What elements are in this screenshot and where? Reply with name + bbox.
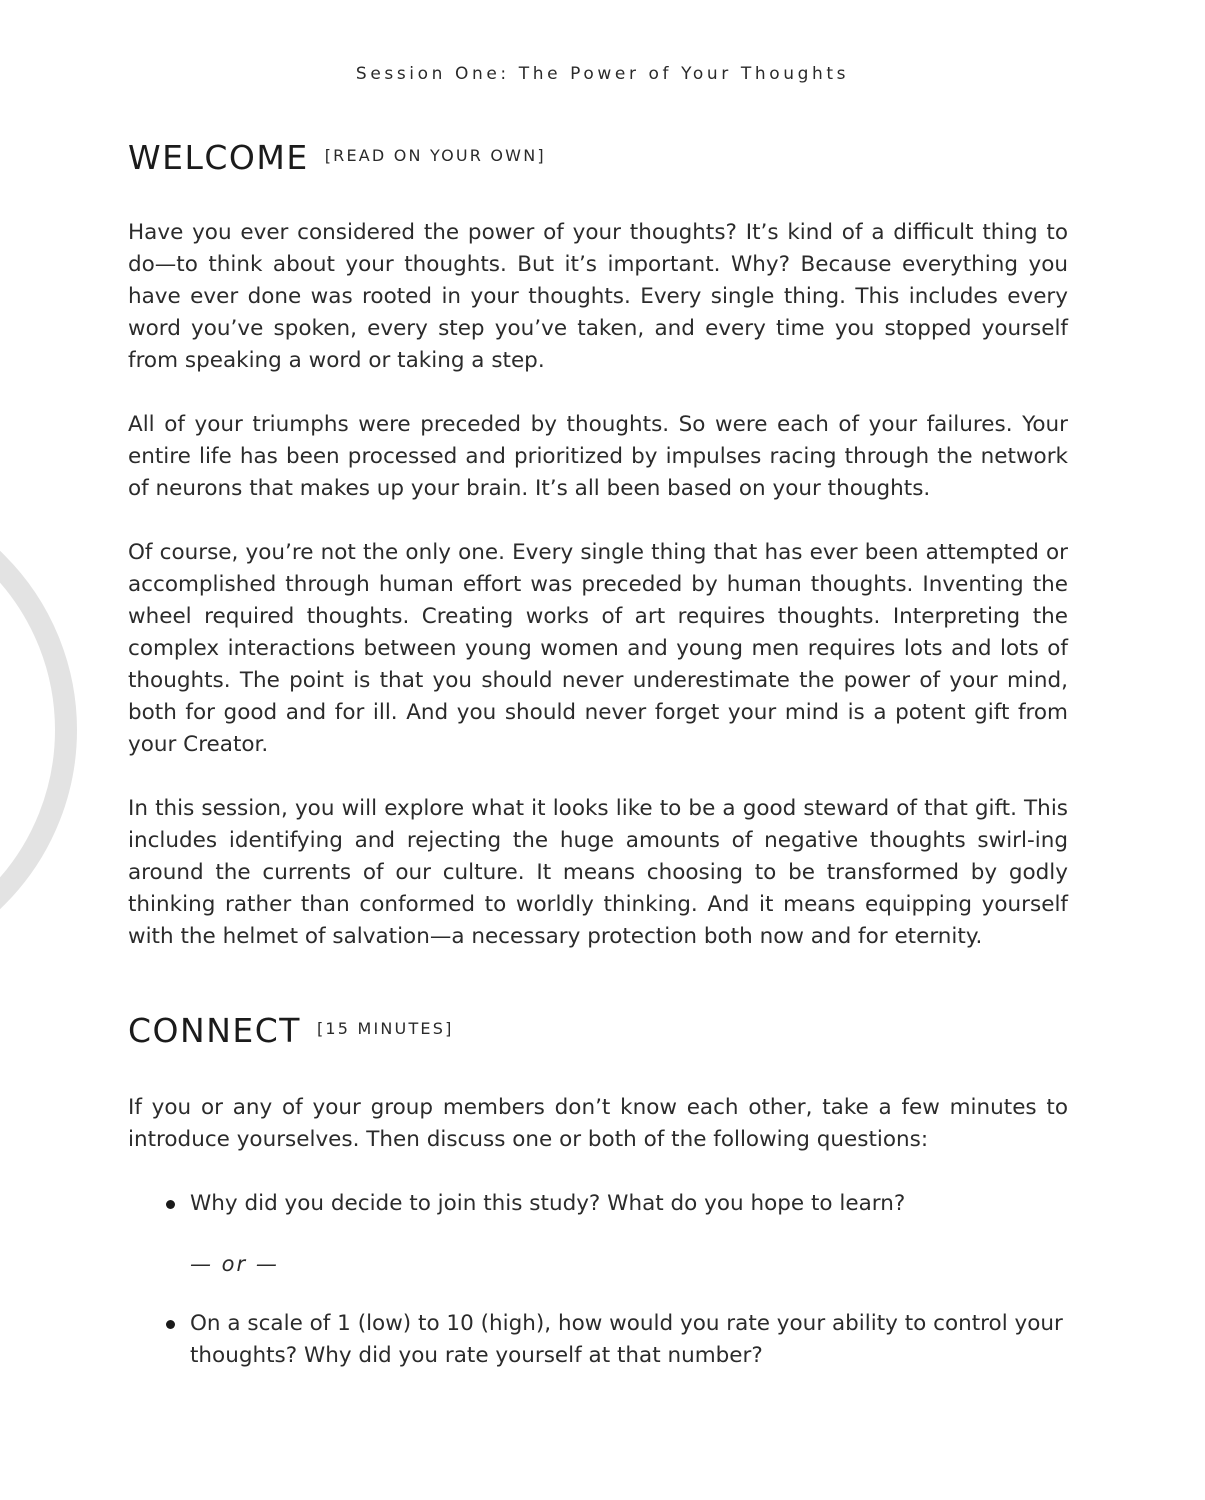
question-item <box>164 1308 1068 1372</box>
welcome-note: [READ ON YOUR OWN] <box>324 146 546 165</box>
or-divider: — or — <box>190 1252 279 1276</box>
connect-heading <box>128 1011 1068 1050</box>
question-item <box>164 1188 1068 1220</box>
question-text: On a scale of 1 (low) to 10 (high), how would you rate your ability to control your thoughts? Why did you rate yourself at that number? <box>190 1311 1063 1368</box>
question-list <box>128 1308 1068 1372</box>
page-content <box>128 138 1068 1372</box>
bullet-icon <box>166 1200 175 1209</box>
bullet-icon <box>166 1320 175 1329</box>
welcome-paragraph: All of your triumphs were preceded by thoughts. So were each of your failures. Your entire life has been processed and prioritized by impulses racing through the network of neurons that makes up your brain. It’s all been based on your thoughts. <box>128 412 1068 501</box>
running-head: Session One: The Power of Your Thoughts <box>355 64 850 84</box>
welcome-heading <box>128 138 1068 177</box>
connect-note: [15 MINUTES] <box>316 1019 454 1038</box>
welcome-paragraph: Of course, you’re not the only one. Every single thing that has ever been attempted or accomplished through human effort was preceded by human thoughts. Inventing the wheel required thoughts. Creating works of art requires thoughts. Interpreting the complex interactions between young women and young men requires lots and lots of thoughts. The point is that you should never underestimate the power of your mind, both for good and for ill. And you should never forget your mind is a potent gift from your Creator. <box>128 540 1068 757</box>
question-list <box>128 1188 1068 1220</box>
decorative-circle-graphic <box>0 480 80 980</box>
connect-intro: If you or any of your group members don’t know each other, take a few minutes to introduce yourselves. Then discuss one or both of the following questions: <box>128 1095 1068 1152</box>
welcome-paragraph: In this session, you will explore what it looks like to be a good steward of that gift. This includes identifying and rejecting the huge amounts of negative thoughts swirl-ing around the currents of our culture. It means choosing to be transformed by godly thinking rather than conformed to worldly thinking. And it means equipping yourself with the helmet of salvation—a necessary protection both now and for eternity. <box>128 796 1068 949</box>
welcome-title: WELCOME <box>128 138 309 177</box>
connect-title: CONNECT <box>128 1011 301 1050</box>
question-text: Why did you decide to join this study? What do you hope to learn? <box>190 1191 906 1216</box>
welcome-paragraph: Have you ever considered the power of your thoughts? It’s kind of a difficult thing to do—to think about your thoughts. But it’s important. Why? Because everything you have ever done was rooted in your thoughts. Every single thing. This includes every word you’ve spoken, every step you’ve taken, and every time you stopped yourself from speaking a word or taking a step. <box>128 220 1068 373</box>
